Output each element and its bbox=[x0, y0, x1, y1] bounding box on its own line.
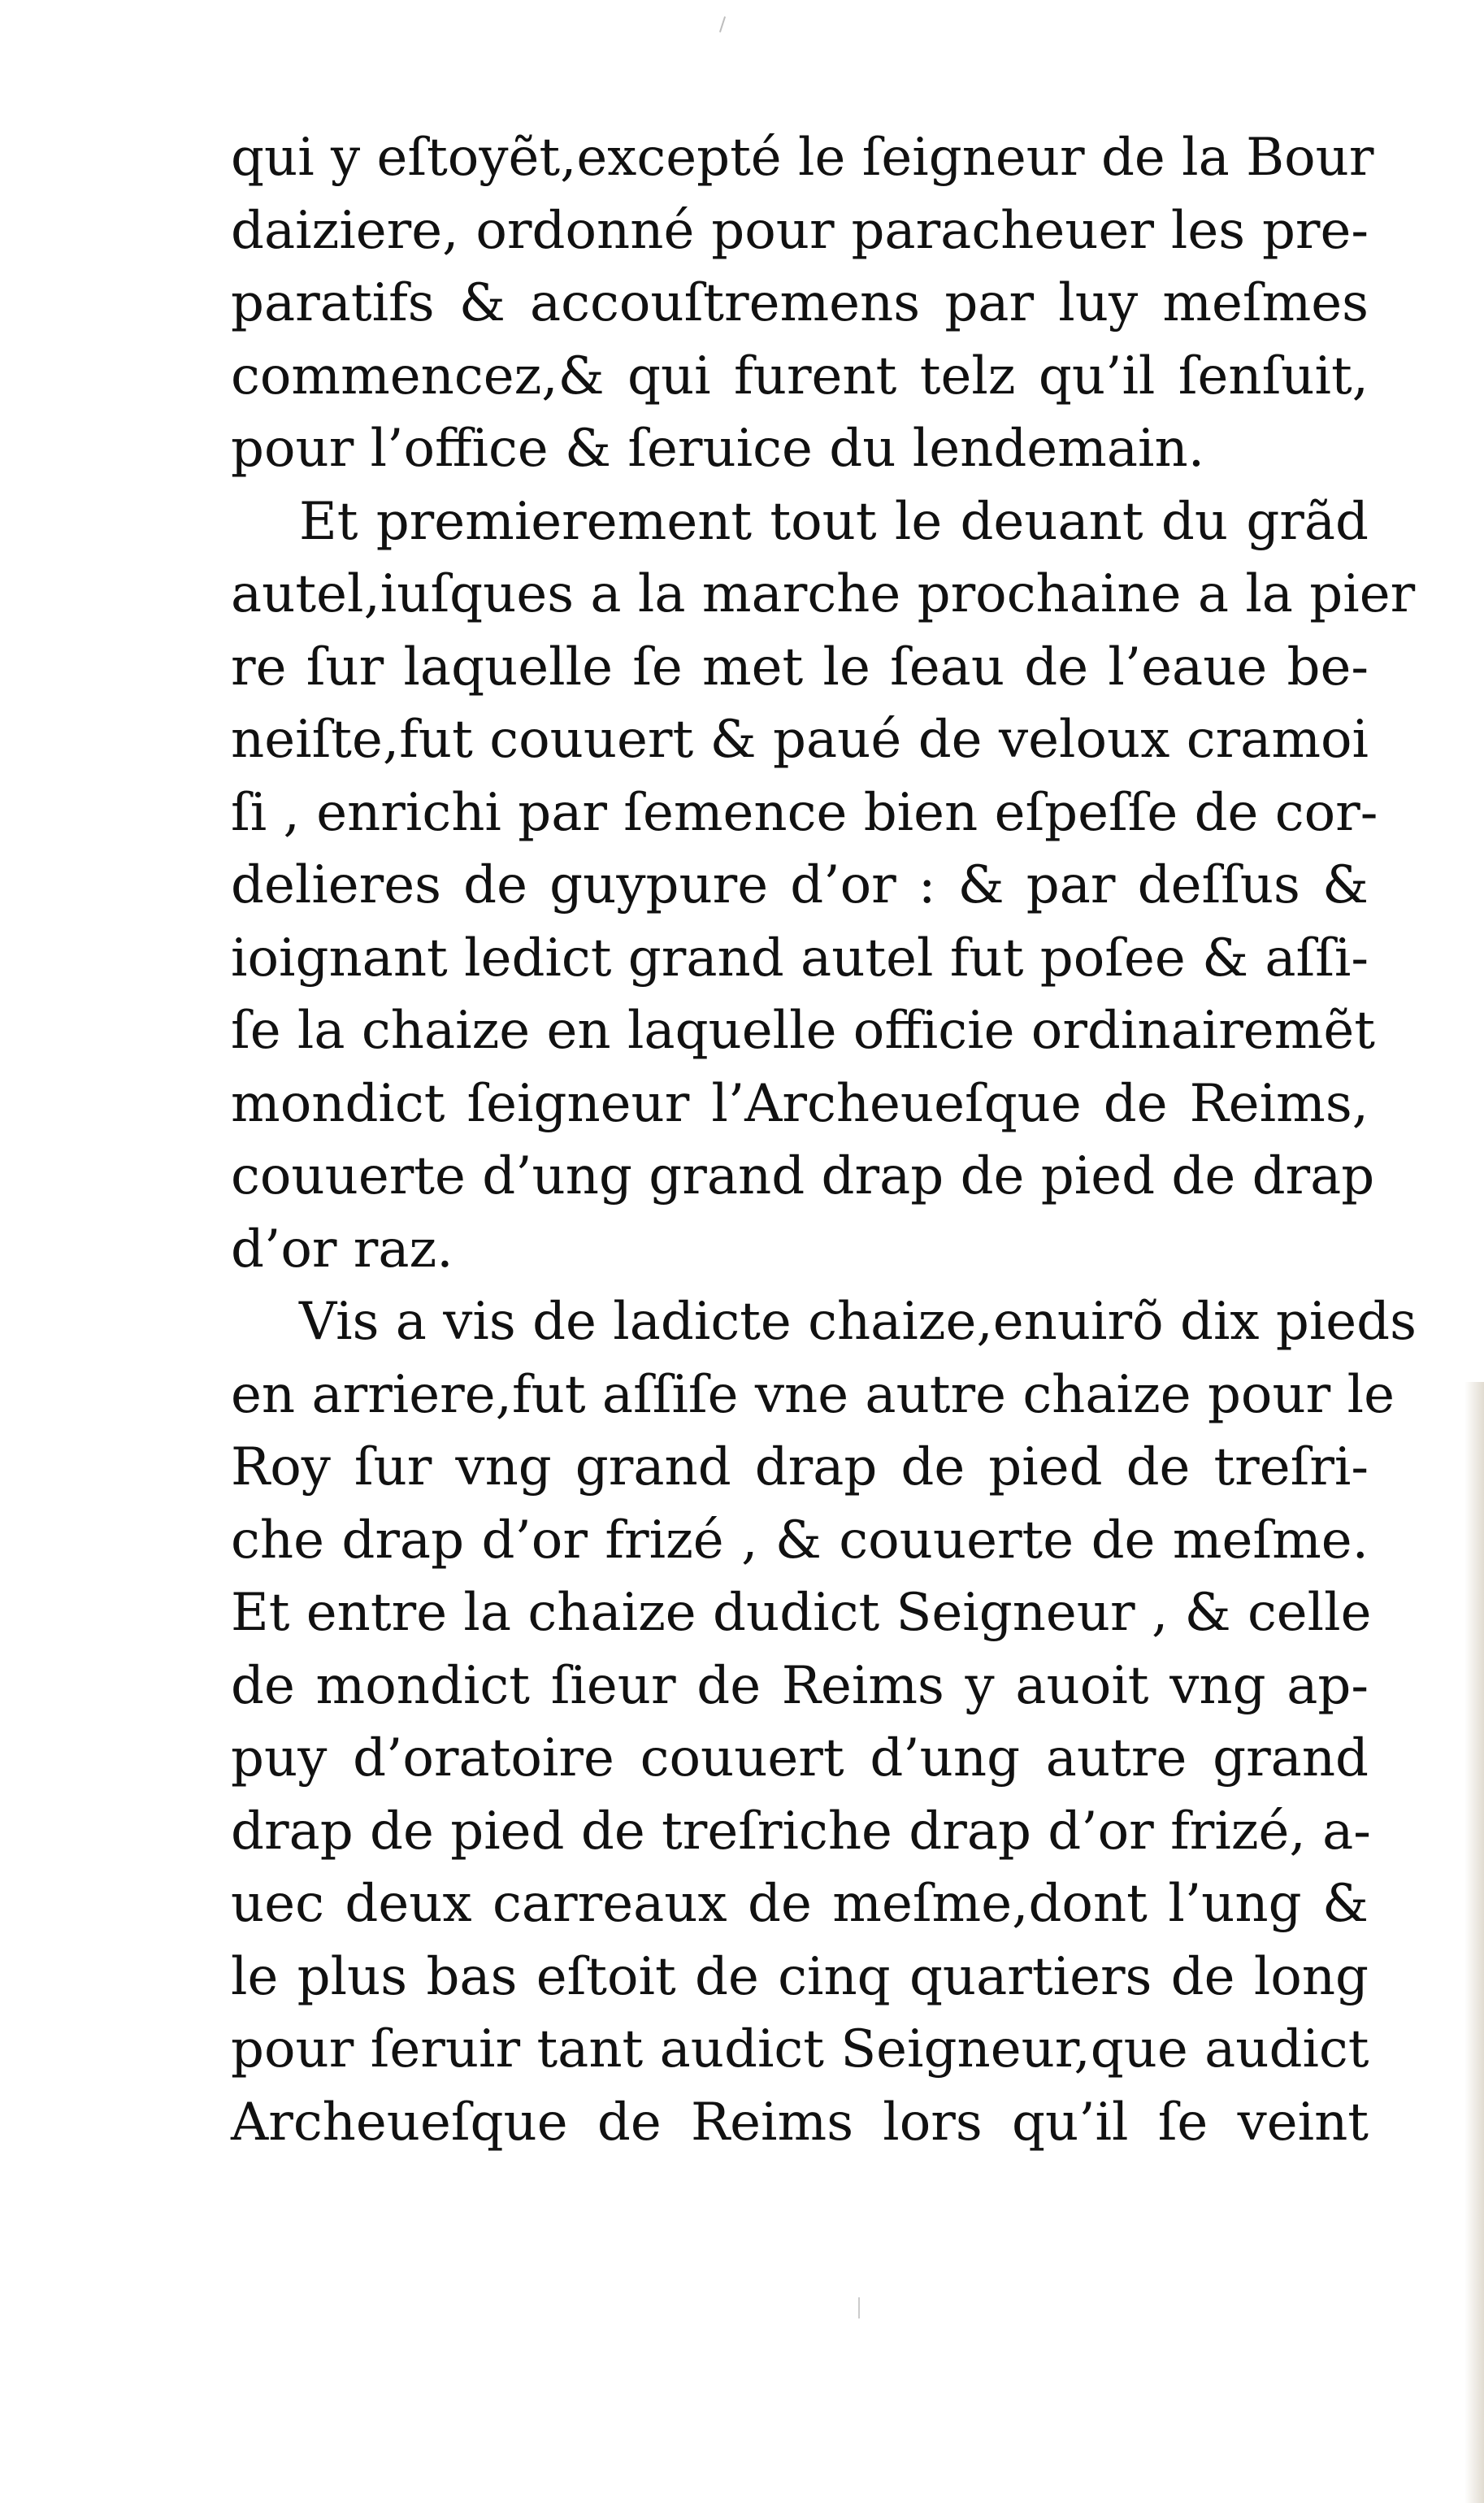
text-line: daiziere, ordonné pour paracheuer les pre- bbox=[231, 200, 1369, 261]
text-line: couuerte d’ung grand drap de pied de drap bbox=[231, 1146, 1375, 1206]
text-line: Archeueſque de Reims lors qu’il ſe veint bbox=[231, 2092, 1369, 2153]
text-line: Et premierement tout le deuant du grãd bbox=[299, 491, 1369, 552]
text-line: pour l’office & ſeruice du lendemain. bbox=[231, 419, 1205, 479]
text-line: drap de pied de treſriche drap d’or frizé, a- bbox=[231, 1801, 1371, 1862]
paper-edge-shadow bbox=[1464, 1382, 1484, 2503]
ink-mark bbox=[858, 2297, 860, 2318]
text-line: uec deux carreaux de meſme,dont l’ung & bbox=[231, 1874, 1369, 1934]
text-line: Et entre la chaize dudict Seigneur , & celle bbox=[231, 1583, 1372, 1643]
ink-mark bbox=[719, 16, 726, 33]
text-line: ioignant ledict grand autel fut poſee & aſſi- bbox=[231, 928, 1369, 989]
text-line: le plus bas eſtoit de cinq quartiers de long bbox=[231, 1946, 1369, 2007]
text-line: Roy ſur vng grand drap de pied de treſri- bbox=[231, 1437, 1369, 1497]
text-line: paratifs & accouſtremens par luy meſmes bbox=[231, 273, 1369, 333]
text-line: commencez,& qui furent telz qu’il ſenſuit, bbox=[231, 345, 1369, 406]
body-text bbox=[231, 122, 1417, 2159]
text-line: autel,iuſques a la marche prochaine a la pier bbox=[231, 564, 1416, 624]
text-line: ſi , enrichi par ſemence bien eſpeſſe de cor- bbox=[231, 782, 1378, 843]
text-line: neiſte,fut couuert & paué de veloux cramoi bbox=[231, 710, 1369, 770]
text-line: de mondict ſieur de Reims y auoit vng ap- bbox=[231, 1655, 1369, 1716]
text-line: pour ſeruir tant audict Seigneur,que audict bbox=[231, 2019, 1369, 2079]
text-line: Vis a vis de ladicte chaize,enuirõ dix pieds bbox=[299, 1292, 1417, 1352]
text-line: che drap d’or frizé , & couuerte de meſme. bbox=[231, 1510, 1369, 1571]
text-line: re ſur laquelle ſe met le ſeau de l’eaue be- bbox=[231, 637, 1369, 697]
text-line: en arriere,fut aſſiſe vne autre chaize pour le bbox=[231, 1364, 1395, 1425]
text-line: ſe la chaize en laquelle officie ordinairemẽt bbox=[231, 1001, 1375, 1061]
text-line: mondict ſeigneur l’Archeueſque de Reims, bbox=[231, 1073, 1369, 1134]
text-line: delieres de guypure d’or : & par deſſus & bbox=[231, 855, 1369, 915]
text-line: puy d’oratoire couuert d’ung autre grand bbox=[231, 1728, 1369, 1788]
text-line: qui y eſtoyẽt,excepté le ſeigneur de la Bour bbox=[231, 128, 1374, 188]
text-line: d’or raz. bbox=[231, 1219, 453, 1280]
